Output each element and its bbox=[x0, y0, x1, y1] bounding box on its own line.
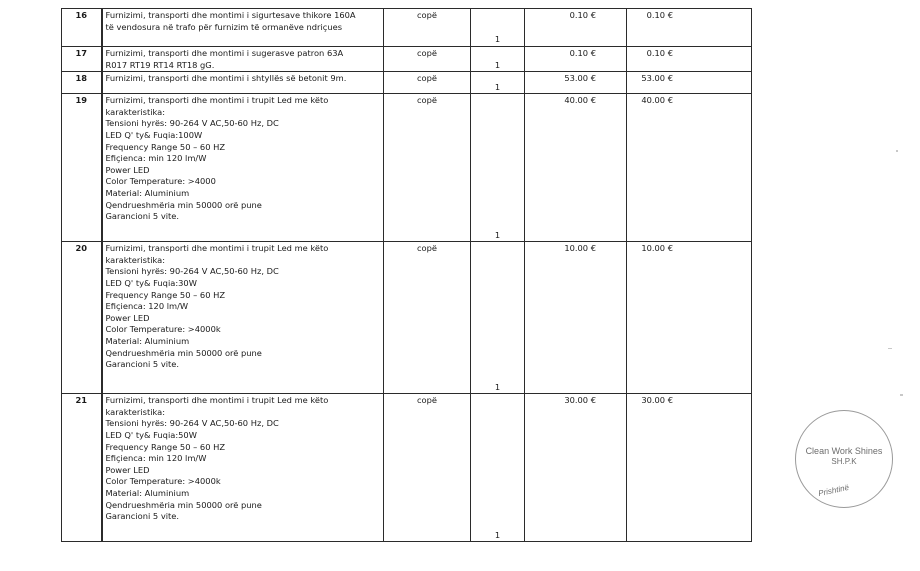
total-cell: 10.00 € bbox=[627, 242, 752, 394]
description-line: LED Q' ty& Fuqia:50W bbox=[105, 429, 197, 440]
description-line: LED Q' ty& Fuqia:30W bbox=[105, 277, 197, 288]
description-line: Power LED bbox=[105, 164, 150, 175]
item-description bbox=[102, 94, 384, 242]
item-description bbox=[102, 9, 384, 47]
table-row bbox=[62, 94, 752, 242]
description-line: Power LED bbox=[105, 312, 150, 323]
unit-price-cell: 53.00 € bbox=[525, 72, 627, 94]
description-line: Material: Aluminium bbox=[105, 187, 190, 198]
description-line: Garancioni 5 vite. bbox=[105, 211, 180, 222]
description-line: të vendosura në trafo për furnizim të ormanëve ndriçues bbox=[105, 21, 343, 32]
description-line: Color Temperature: >4000k bbox=[105, 324, 221, 335]
unit-cell: copë bbox=[384, 72, 471, 94]
total-cell: 0.10 € bbox=[627, 47, 752, 72]
description-line: Qendrueshmëria min 50000 orë pune bbox=[105, 199, 262, 210]
description-line: Efiçienca: min 120 lm/W bbox=[105, 453, 207, 464]
unit-cell: copë bbox=[384, 242, 471, 394]
stamp-city: Prishtinë bbox=[817, 482, 850, 499]
description-line: Furnizimi, transporti dhe montimi i sigurtesave thikore 160A bbox=[105, 10, 356, 20]
table-row bbox=[62, 47, 752, 72]
description-line: karakteristika: bbox=[105, 254, 166, 265]
table-row bbox=[62, 242, 752, 394]
description-line: Furnizimi, transporti dhe montimi i shtyllës së betonit 9m. bbox=[105, 73, 347, 84]
item-description bbox=[102, 72, 384, 94]
description-line: Frequency Range 50 – 60 HZ bbox=[105, 441, 226, 452]
quantity-cell: 1 bbox=[471, 242, 525, 394]
row-number: 21 bbox=[62, 394, 102, 542]
description-line: Garancioni 5 vite. bbox=[105, 511, 180, 522]
scan-speck bbox=[900, 394, 903, 396]
table-row bbox=[62, 9, 752, 47]
unit-price-cell: 0.10 € bbox=[525, 9, 627, 47]
unit-cell: copë bbox=[384, 47, 471, 72]
row-number: 19 bbox=[62, 94, 102, 242]
description-line: Garancioni 5 vite. bbox=[105, 359, 180, 370]
row-number: 17 bbox=[62, 47, 102, 72]
description-line: Furnizimi, transporti dhe montimi i sugerasve patron 63A bbox=[105, 48, 344, 58]
row-number: 18 bbox=[62, 72, 102, 94]
quantity-cell: 1 bbox=[471, 394, 525, 542]
unit-cell: copë bbox=[384, 394, 471, 542]
unit-cell: copë bbox=[384, 94, 471, 242]
description-line: R017 RT19 RT14 RT18 gG. bbox=[105, 59, 215, 70]
description-line: Qendrueshmëria min 50000 orë pune bbox=[105, 499, 262, 510]
quantity-cell: 1 bbox=[471, 47, 525, 72]
quantity-cell: 1 bbox=[471, 94, 525, 242]
unit-price-cell: 40.00 € bbox=[525, 94, 627, 242]
description-line: Color Temperature: >4000 bbox=[105, 176, 216, 187]
description-line: Material: Aluminium bbox=[105, 487, 190, 498]
description-line: Tensioni hyrës: 90-264 V AC,50-60 Hz, DC bbox=[105, 118, 279, 129]
unit-price-cell: 30.00 € bbox=[525, 394, 627, 542]
total-cell: 40.00 € bbox=[627, 94, 752, 242]
description-line: Efiçienca: 120 lm/W bbox=[105, 301, 189, 312]
company-stamp bbox=[795, 410, 893, 508]
description-line: Power LED bbox=[105, 464, 150, 475]
description-line: Tensioni hyrës: 90-264 V AC,50-60 Hz, DC bbox=[105, 266, 279, 277]
unit-cell: copë bbox=[384, 9, 471, 47]
description-line: Efiçienca: min 120 lm/W bbox=[105, 153, 207, 164]
description-line: Frequency Range 50 – 60 HZ bbox=[105, 141, 226, 152]
description-line: karakteristika: bbox=[105, 406, 166, 417]
description-line: Furnizimi, transporti dhe montimi i trupit Led me këto bbox=[105, 95, 329, 106]
table-row bbox=[62, 72, 752, 94]
total-cell: 0.10 € bbox=[627, 9, 752, 47]
row-number: 20 bbox=[62, 242, 102, 394]
description-line: karakteristika: bbox=[105, 106, 166, 117]
total-cell: 53.00 € bbox=[627, 72, 752, 94]
quantity-cell: 1 bbox=[471, 72, 525, 94]
quantity-cell: 1 bbox=[471, 9, 525, 47]
description-line: Frequency Range 50 – 60 HZ bbox=[105, 289, 226, 300]
price-table bbox=[61, 8, 752, 542]
description-line: Material: Aluminium bbox=[105, 335, 190, 346]
item-description bbox=[102, 242, 384, 394]
scan-speck bbox=[888, 348, 892, 349]
description-line: LED Q' ty& Fuqia:100W bbox=[105, 129, 203, 140]
description-line: Furnizimi, transporti dhe montimi i trupit Led me këto bbox=[105, 395, 329, 406]
total-cell: 30.00 € bbox=[627, 394, 752, 542]
row-number: 16 bbox=[62, 9, 102, 47]
description-line: Qendrueshmëria min 50000 orë pune bbox=[105, 347, 262, 358]
table-row bbox=[62, 394, 752, 542]
item-description bbox=[102, 47, 384, 72]
stamp-company-name: Clean Work Shines bbox=[805, 446, 883, 456]
description-line: Tensioni hyrës: 90-264 V AC,50-60 Hz, DC bbox=[105, 418, 279, 429]
unit-price-cell: 10.00 € bbox=[525, 242, 627, 394]
item-description bbox=[102, 394, 384, 542]
stamp-company-type: SH.P.K bbox=[831, 457, 857, 466]
description-line: Color Temperature: >4000k bbox=[105, 476, 221, 487]
scan-speck bbox=[896, 150, 898, 152]
unit-price-cell: 0.10 € bbox=[525, 47, 627, 72]
description-line: Furnizimi, transporti dhe montimi i trupit Led me këto bbox=[105, 243, 329, 254]
